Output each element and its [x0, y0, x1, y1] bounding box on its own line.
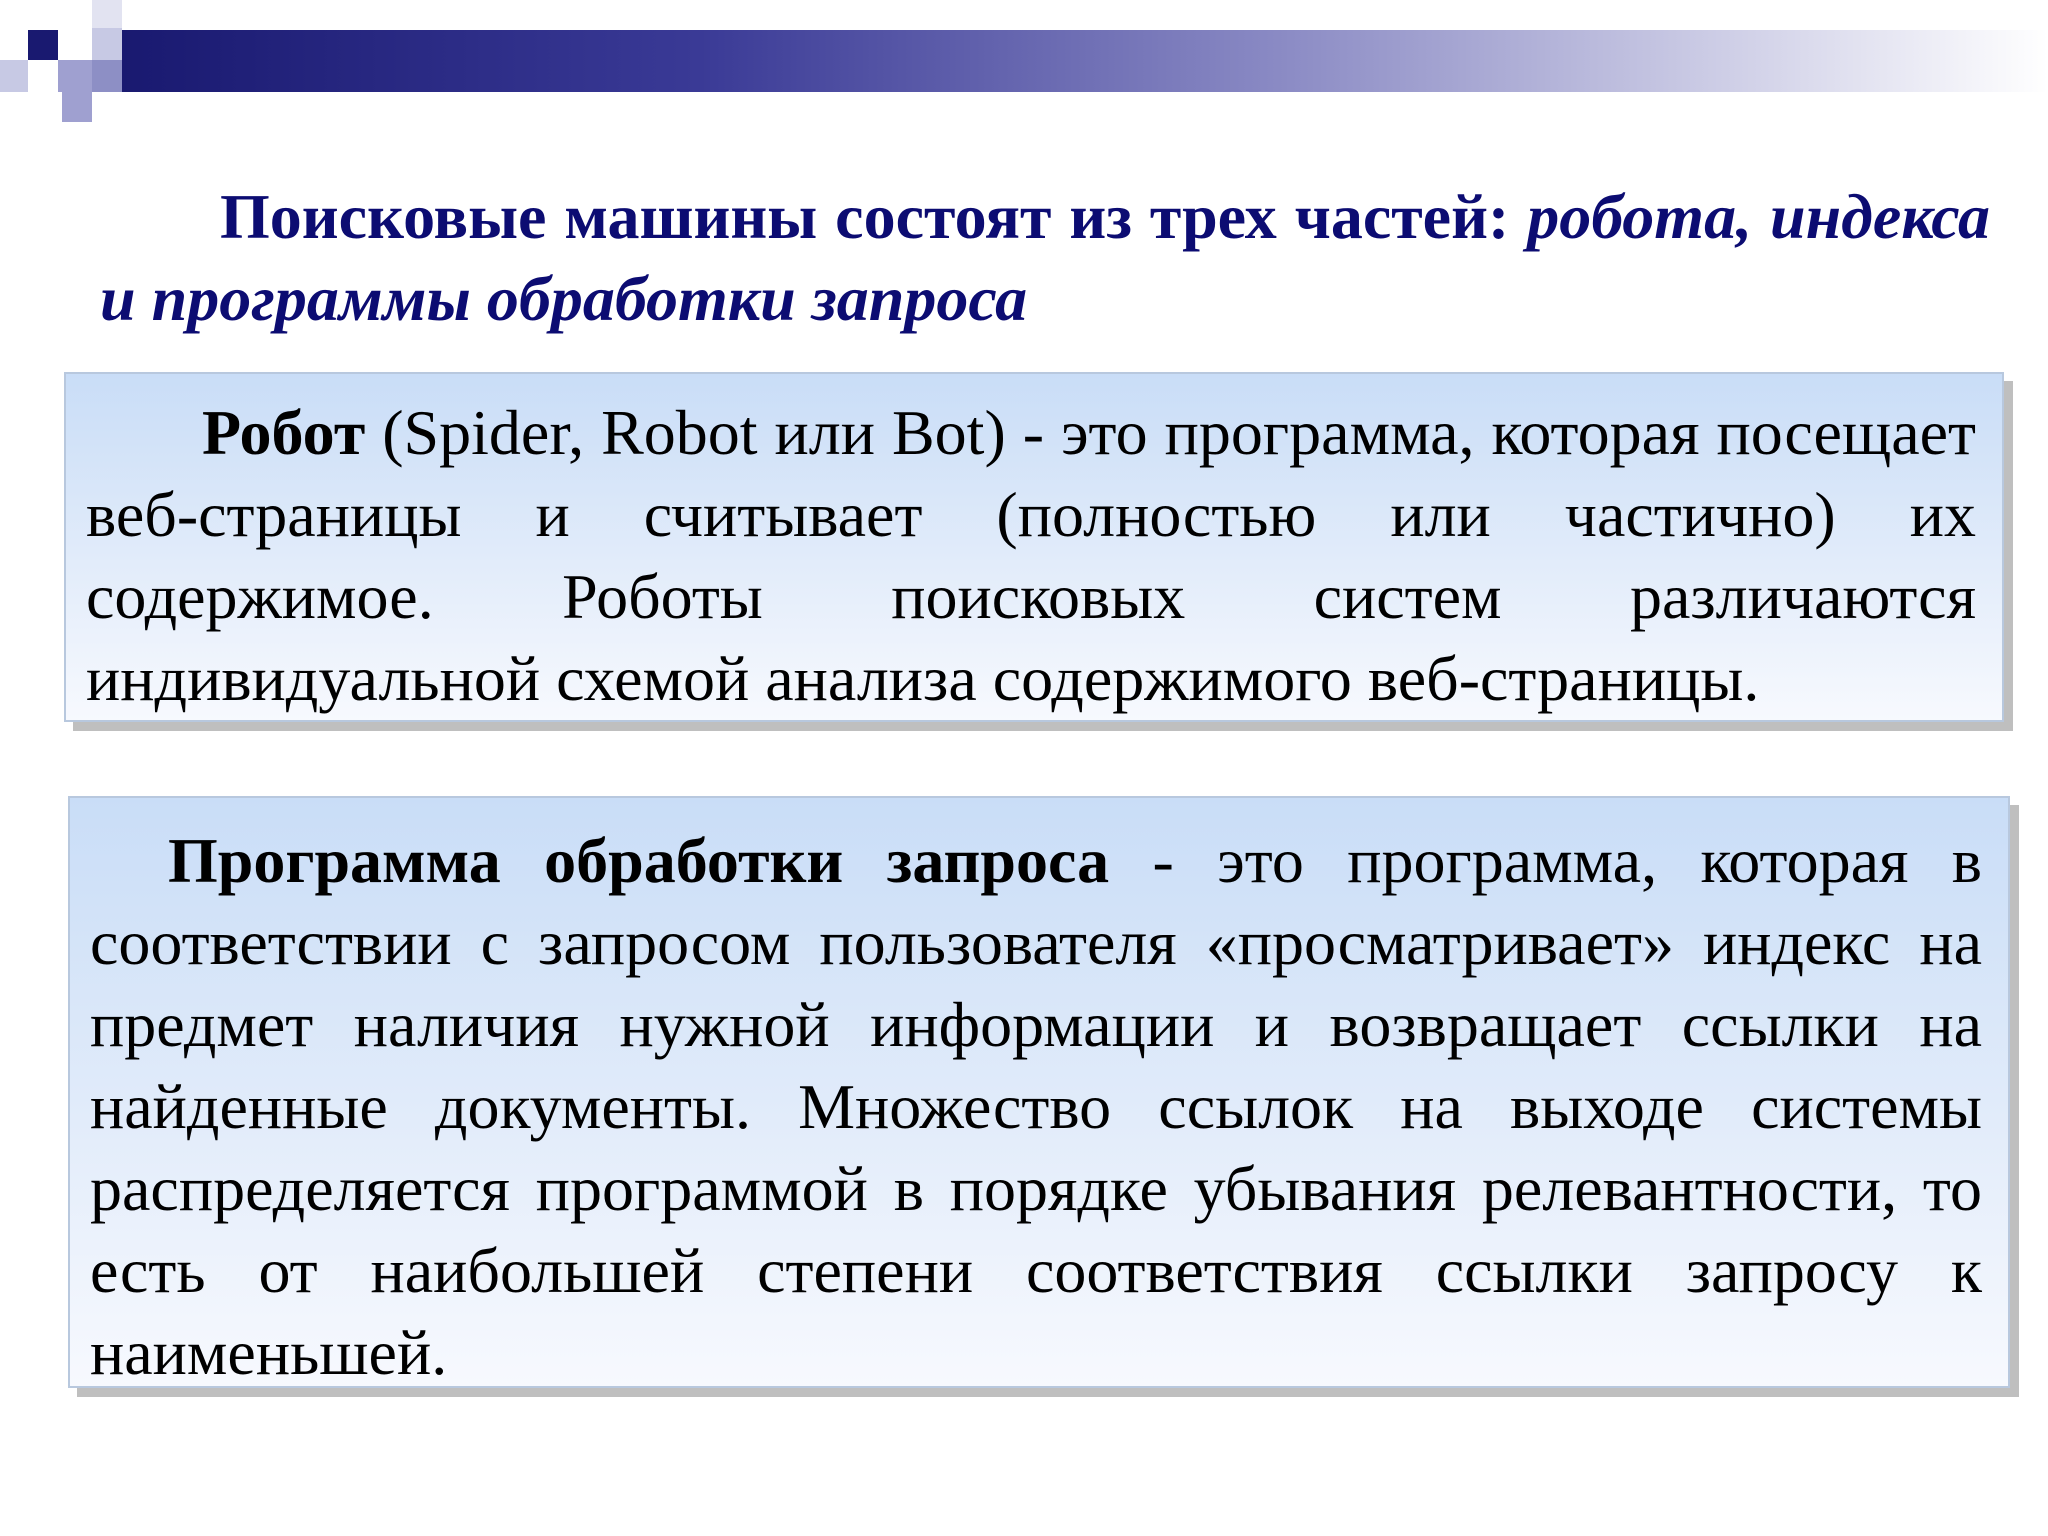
robot-definition-box [64, 372, 2004, 722]
query-program-definition-text [90, 820, 1982, 1394]
robot-term: Робот [202, 397, 366, 468]
intro-paragraph [100, 176, 1990, 340]
query-program-term: Программа обработки запроса [168, 825, 1110, 896]
intro-parts: робота, индекса и программы обработки запроса [100, 181, 1991, 334]
header-gradient-band [122, 30, 2048, 92]
intro-lead: Поисковые машины состоят из трех частей: [220, 181, 1528, 252]
header-square-light [0, 60, 28, 92]
robot-definition: (Spider, Robot или Bot) - это программа, которая посещает веб-страницы и считывает (полностью или частично) их содержимое. Роботы поисковых систем различаются индивидуальной схемой анализа содержимого веб-страницы. [86, 397, 1976, 714]
header-square-medium [58, 60, 92, 92]
header-square-pale [92, 0, 122, 28]
header-square-medium [62, 92, 92, 122]
query-program-definition: - это программа, которая в соответствии с запросом пользователя «просматривает» индекс на предмет наличия нужной информации и возвращает ссылки на найденные документы. Множество ссылок на выходе системы распределяется программой в порядке убывания релевантности, то есть от наибольшей степени соответствия ссылки запросу к наименьшей. [90, 825, 1982, 1388]
query-program-definition-box [68, 796, 2010, 1388]
header-square-light [92, 28, 122, 60]
robot-definition-text [86, 392, 1976, 720]
header-square-medium [92, 60, 122, 92]
header-square-dark [28, 30, 58, 60]
